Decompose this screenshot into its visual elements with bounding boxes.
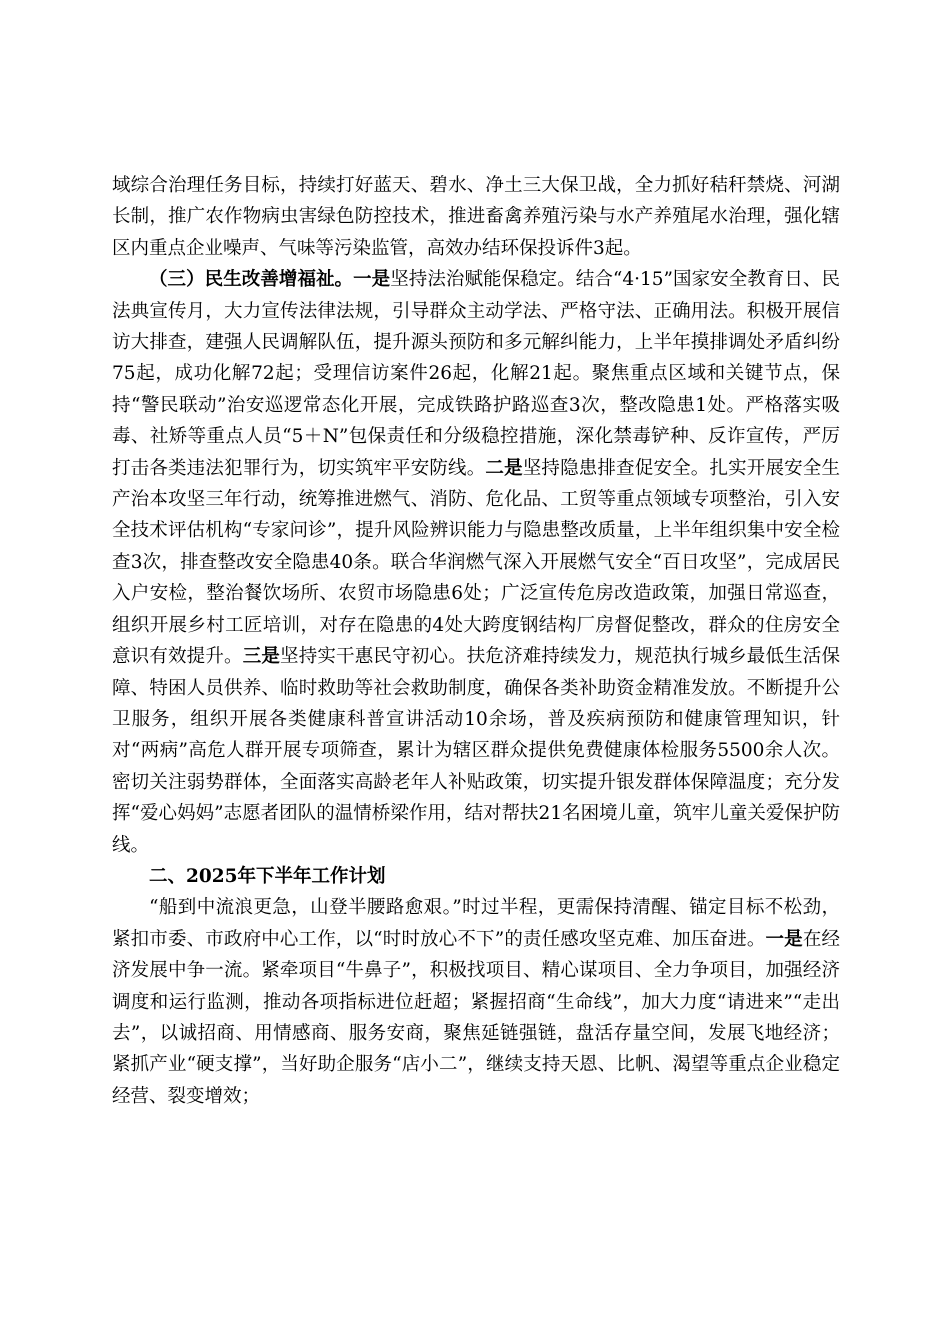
paragraph-plan xyxy=(112,892,840,1112)
lead-first: 一是 xyxy=(353,269,391,291)
lead-third: 三是 xyxy=(242,646,281,668)
paragraph-text: “船到中流浪更急，山登半腰路愈艰。”时过半程，更需保持清醒、锚定目标不松劲，紧扣市委、市政府中心工作，以“时时放心不下”的责任感攻坚克难、加压奋进。 xyxy=(112,897,840,950)
section-heading-plan xyxy=(112,861,840,892)
paragraph-text: 在经济发展中争一流。紧牵项目“牛鼻子”，积极找项目、精心谋项目、全力争项目，加强经济调度和运行监测，推动各项指标进位赶超；紧握招商“生命线”，加大力度“请进来”“走出去”，以诚招商、用情感商、服务安商，聚焦延链强链，盘活存量空间，发展飞地经济；紧抓产业“硬支撑”，当好助企服务“店小二”，继续支持天恩、比帆、渴望等重点企业稳定经营、裂变增效； xyxy=(112,928,840,1107)
paragraph-text: 域综合治理任务目标，持续打好蓝天、碧水、净土三大保卫战，全力抓好秸秆禁烧、河湖长制，推广农作物病虫害绿色防控技术，推进畜禽养殖污染与水产养殖尾水治理，强化辖区内重点企业噪声、气味等污染监管，高效办结环保投诉件3起。 xyxy=(112,175,840,259)
paragraph-text: 坚持实干惠民守初心。扶危济难持续发力，规范执行城乡最低生活保障、特困人员供养、临时救助等社会救助制度，确保各类补助资金精准发放。不断提升公卫服务，组织开展各类健康科普宣讲活动10余场，普及疾病预防和健康管理知识，针对“两病”高危人群开展专项筛查，累计为辖区群众提供免费健康体检服务5500余人次。密切关注弱势群体，全面落实高龄老年人补贴政策，切实提升银发群体保障温度；充分发挥“爱心妈妈”志愿者团队的温情桥梁作用，结对帮扶21名困境儿童，筑牢儿童关爱保护防线。 xyxy=(112,646,840,856)
section-heading-text: 二、2025年下半年工作计划 xyxy=(149,865,386,887)
paragraph-livelihood xyxy=(112,264,840,861)
lead-second: 二是 xyxy=(485,457,523,479)
paragraph-text: 坚持法治赋能保稳定。结合“4·15”国家安全教育日、民法典宣传月，大力宣传法律法规，引导群众主动学法、严格守法、正确用法。积极开展信访大排查，建强人民调解队伍，提升源头预防和多元解纠能力，上半年摸排调处矛盾纠纷75起，成功化解72起；受理信访案件26起，化解21起。聚焦重点区域和关键节点，保持“警民联动”治安巡逻常态化开展，完成铁路护路巡查3次，整改隐患1处。严格落实吸毒、社矫等重点人员“5＋N”包保责任和分级稳控措施，深化禁毒铲种、反诈宣传，严厉打击各类违法犯罪行为，切实筑牢平安防线。 xyxy=(112,269,840,479)
paragraph-environment-continued xyxy=(112,170,840,264)
document-page xyxy=(112,170,840,1112)
section-heading-livelihood: （三）民生改善增福祉。 xyxy=(149,269,354,291)
paragraph-text: 坚持隐患排查促安全。扎实开展安全生产治本攻坚三年行动，统筹推进燃气、消防、危化品、工贸等重点领域专项整治，引入安全技术评估机构“专家问诊”，提升风险辨识能力与隐患整改质量，上半年组织集中安全检查3次，排查整改安全隐患40条。联合华润燃气深入开展燃气安全“百日攻坚”，完成居民入户安检，整治餐饮场所、农贸市场隐患6处；广泛宣传危房改造政策，加强日常巡查，组织开展乡村工匠培训，对存在隐患的4处大跨度钢结构厂房督促整改，群众的住房安全意识有效提升。 xyxy=(112,457,840,668)
lead-first: 一是 xyxy=(765,928,803,950)
